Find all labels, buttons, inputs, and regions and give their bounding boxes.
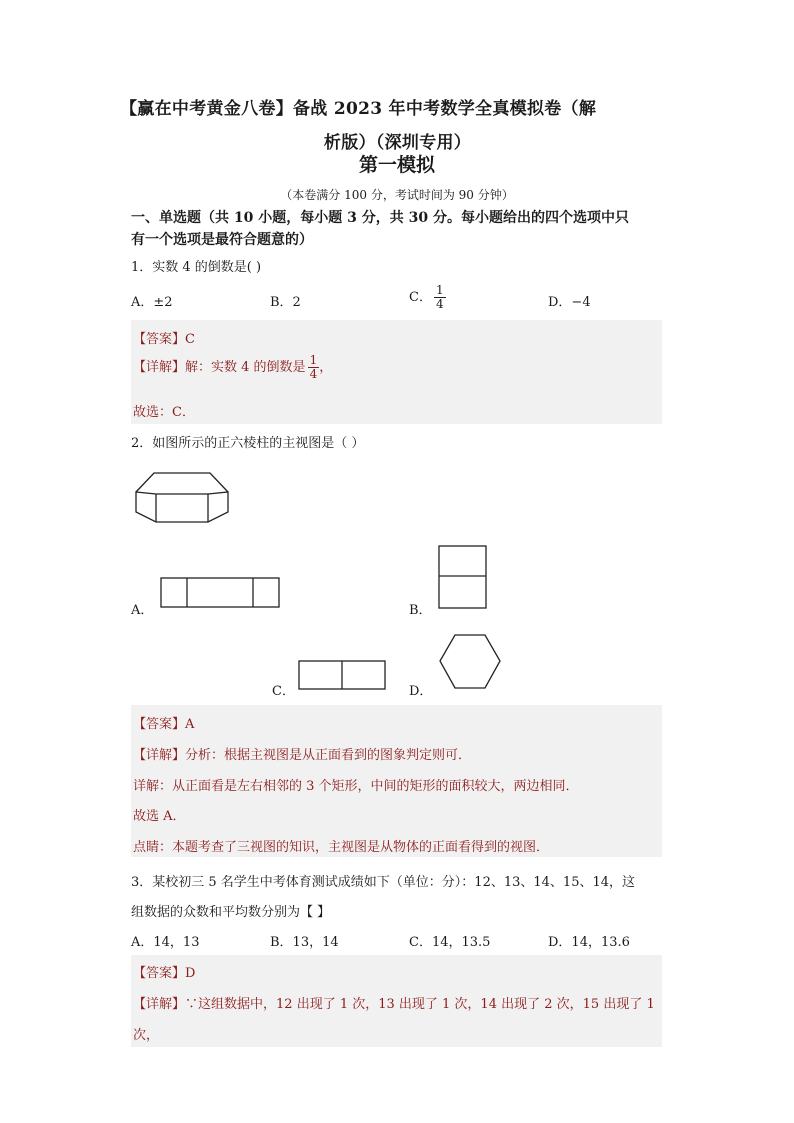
q1-option-c-fraction xyxy=(434,284,446,311)
q2-option-b-label: B． xyxy=(409,603,432,618)
title-line-2: 析版）（深圳专用） xyxy=(323,133,472,153)
q2-option-a-label: A． xyxy=(131,603,154,618)
fraction-denominator: 4 xyxy=(435,297,444,311)
q3-stem-line-1: 3．某校初三 5 名学生中考体育测试成绩如下（单位：分）：12、13、14、15、14，这 xyxy=(131,875,636,890)
q3-option-a: A．14，13 xyxy=(131,935,200,950)
answer-value: D xyxy=(185,966,196,981)
q3-answer-box xyxy=(131,955,662,1047)
page-subtitle: 第一模拟 xyxy=(358,154,435,176)
detail-line-1: ∵这组数据中，12 出现了 1 次，13 出现了 1 次，14 出现了 2 次，15 出现了 1 xyxy=(185,997,655,1012)
section-heading-line-2: 有一个选项是最符合题意的） xyxy=(131,232,313,248)
q2-option-b-figure xyxy=(438,545,488,609)
q2-answer xyxy=(133,713,194,732)
q2-option-c-figure xyxy=(298,660,386,691)
q2-option-d-figure xyxy=(438,634,502,690)
q2-conclusion: 故选 A． xyxy=(133,809,186,824)
q2-stem: 2．如图所示的正六棱柱的主视图是（ ） xyxy=(131,436,365,451)
q1-option-d: D．−4 xyxy=(548,295,591,310)
answer-tag: 【答案】 xyxy=(133,966,186,981)
q2-comment: 点睛：本题考查了三视图的知识，主视图是从物体的正面看得到的视图． xyxy=(133,840,550,855)
fraction-denominator: 4 xyxy=(309,367,318,381)
q1-detail xyxy=(133,354,332,381)
q3-detail-line-2: 次， xyxy=(133,1028,160,1043)
section-heading xyxy=(131,207,666,251)
exam-note: （本卷满分 100 分，考试时间为 90 分钟） xyxy=(280,188,514,202)
q3-stem-line-2: 组数据的众数和平均数分别为【 】 xyxy=(131,905,331,920)
fraction-numerator: 1 xyxy=(309,353,318,367)
q3-answer xyxy=(133,962,195,981)
detail-analysis: 分析：根据主视图是从正面看到的图象判定则可． xyxy=(185,748,472,763)
hexagonal-prism-figure xyxy=(134,470,230,526)
q1-stem: 1．实数 4 的倒数是( ) xyxy=(131,260,262,275)
detail-fraction xyxy=(308,354,320,381)
q1-option-c xyxy=(409,284,446,311)
q1-option-a: A．±2 xyxy=(131,295,173,310)
detail-tag: 【详解】 xyxy=(133,360,186,375)
q1-answer xyxy=(133,328,195,347)
q2-explain: 详解：从正面看是左右相邻的 3 个矩形，中间的矩形的面积较大，两边相同． xyxy=(133,779,579,794)
q3-detail xyxy=(133,993,655,1012)
detail-end: ， xyxy=(319,360,333,375)
q2-answer-box xyxy=(131,705,662,857)
q2-option-d-label: D． xyxy=(409,684,433,699)
detail-tag: 【详解】 xyxy=(133,748,186,763)
q1-conclusion: 故选：C． xyxy=(133,405,195,420)
answer-tag: 【答案】 xyxy=(133,332,186,347)
title-line-1: 【赢在中考黄金八卷】备战 2023 年中考数学全真模拟卷（解 xyxy=(120,99,597,119)
q2-option-c-label: C． xyxy=(272,684,295,699)
q1-answer-box xyxy=(131,320,662,424)
q1-option-c-prefix: C． xyxy=(409,290,432,305)
q3-option-b: B．13，14 xyxy=(270,935,339,950)
answer-value: A xyxy=(185,717,195,732)
answer-tag: 【答案】 xyxy=(133,717,186,732)
answer-value: C xyxy=(185,332,195,347)
q3-option-d: D．14，13.6 xyxy=(548,935,630,950)
q3-option-c: C．14，13.5 xyxy=(409,935,491,950)
q2-option-a-figure xyxy=(160,577,280,609)
q2-detail xyxy=(133,744,471,763)
q1-option-b: B．2 xyxy=(270,295,301,310)
fraction-numerator: 1 xyxy=(435,283,444,297)
section-heading-line-1: 一、单选题（共 10 小题，每小题 3 分，共 30 分。每小题给出的四个选项中只 xyxy=(131,210,629,226)
detail-tag: 【详解】 xyxy=(133,997,186,1012)
detail-text: 解：实数 4 的倒数是 xyxy=(185,360,306,375)
